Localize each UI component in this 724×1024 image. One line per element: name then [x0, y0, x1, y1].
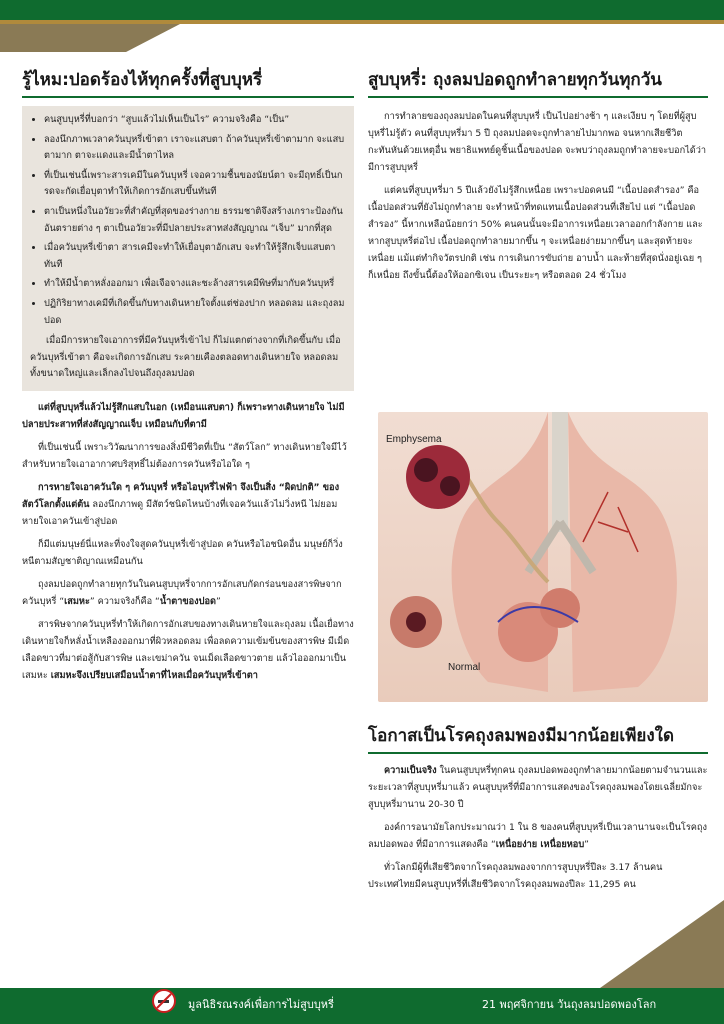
left-p6-a: สารพิษจากควันบุหรี่ทำให้เกิดการอักเสบของทางเดินหายใจและถุงลม เนื้อเยื่อทางเดินหายใจก็หลั่งน้ำเหลืองออกมาที่ผิวหลอดลม เพื่อลดความเข้มข้นของสารพิษ มีเม็ดเลือดขาวที่มาต่อสู้กับสารพิษ และเขม่าควัน จนเม็ดเลือดขาวตาย แล้วไอออกมาเป็นเสมหะ — [22, 618, 354, 681]
bullet-item: • ที่เป็นเช่นนี้เพราะสารเคมีในควันบุหรี่ เจอความชื้นของนัยน์ตา จะมีฤทธิ์เป็นกรดจะกัดเยื่อบุตาทำให้เกิดการอักเสบขึ้นทันที — [44, 168, 346, 201]
left-p5-b: เสมหะ — [64, 595, 90, 607]
left-p3-bold: การหายใจเอาควันใด ๆ ควันบุหรี่ หรือไอบุหรี่ไฟฟ้า จึงเป็นสิ่ง “ผิดปกติ” ของสัตว์โลกตั้งแต่ต้น — [22, 481, 340, 510]
top-gold-stripe — [0, 20, 724, 24]
left-paragraph-2: ที่เป็นเช่นนี้ เพราะวิวัฒนาการของสิ่งมีชีวิตที่เป็น “สัตว์โลก” ทางเดินหายใจมีไว้สำหรับหายใจเอาอากาศบริสุทธิ์ไม่ต้องการควันหรือไอใด ๆ — [22, 441, 347, 470]
info-box — [22, 106, 354, 391]
bullet-item: • ทำให้มีน้ำตาหลั่งออกมา เพื่อเจือจางและชะล้างสารเคมีพิษที่มากับควันบุหรี่ — [44, 276, 346, 293]
right-body — [368, 108, 708, 284]
right-title-rule — [368, 96, 708, 98]
right-section-2 — [368, 724, 708, 899]
lung-illustration — [378, 412, 708, 702]
top-olive-tab — [0, 24, 180, 52]
left-paragraph-4: ก็มีแต่มนุษย์นี่แหละที่จงใจสูดควันบุหรี่เข้าสู่ปอด ควันหรือไอชนิดอื่น มนุษย์ก็วิ่งหนีตามสัญชาติญาณเหมือนกัน — [22, 538, 343, 567]
bullet-item: • ปฏิกิริยาทางเคมีที่เกิดขึ้นกับทางเดินหายใจตั้งแต่ช่องปาก หลอดลม และถุงลมปอด — [44, 296, 346, 329]
footer-date: 21 พฤศจิกายน วันถุงลมปอดพองโลก — [482, 998, 657, 1011]
bullet-item: • ตาเป็นหนึ่งในอวัยวะที่สำคัญที่สุดของร่างกาย ธรรมชาติจึงสร้างเกราะป้องกันอันตรายต่าง ๆ ตาเป็นอวัยวะที่มีปลายประสาทส่งสัญญาณ “เจ็บ” มากที่สุด — [44, 204, 346, 237]
left-p5-a: ถุงลมปอดถูกทำลายทุกวันในคนสูบบุหรี่จากการอักเสบกัดกร่อนของสารพิษจากควันบุหรี่ “ — [22, 578, 342, 607]
left-p5-d: น้ำตาของปอด — [159, 595, 216, 607]
no-smoking-glyph — [154, 991, 174, 1011]
right-section-2-body — [368, 762, 708, 893]
right-title: สูบบุหรี่: ถุงลมปอดถูกทำลายทุกวันทุกวัน — [368, 70, 662, 90]
top-green-band — [0, 0, 724, 20]
left-p5-e: ” — [215, 595, 221, 607]
emphysema-hole — [440, 476, 460, 496]
left-paragraph-3 — [22, 479, 354, 530]
left-paragraph-6 — [22, 616, 354, 684]
emphysema-label: Emphysema — [386, 434, 442, 445]
trachea — [552, 412, 568, 532]
left-p6-b: เสมหะจึงเปรียบเสมือนน้ำตาที่ไหลเมื่อควันบุหรี่เข้าตา — [50, 669, 258, 681]
corner-decoration — [600, 900, 724, 988]
right-paragraph-1: การทำลายของถุงลมปอดในคนที่สูบบุหรี่ เป็นไปอย่างช้า ๆ และเงียบ ๆ โดยที่ผู้สูบบุหรี่ไม่รู้ตัว คนที่สูบบุหรี่มา 5 ปี ถุงลมปอดจะถูกทำลายไปมากพอ จนหากเสียชีวิตกะทันหันด้วยเหตุอื่น พยาธิแพทย์ดูชิ้นเนื้อของปอด จะพบว่าถุงลมถูกทำลายจะบอกได้ว่ามีการสูบบุหรี่ — [368, 111, 707, 173]
lung-svg — [378, 412, 708, 702]
bullet-item: • คนสูบบุหรี่ที่บอกว่า “สูบแล้วไม่เห็นเป็นไร” ความจริงคือ “เป็น” — [44, 112, 346, 129]
left-p3-rest: ลองนึกภาพดู มีสัตว์ชนิดไหนบ้างที่เจอควันแล้วไม่วิ่งหนี ไม่ยอมหายใจเอาควันเข้าสู่ปอด — [22, 498, 338, 527]
q1-rest: ในคนสูบบุหรี่ทุกคน ถุงลมปอดพองถูกทำลายมากน้อยตามจำนวนและระยะเวลาที่สูบบุหรี่มาแล้ว คนสูบบุหรี่ที่มีอาการแสดงของโรคถุงลมพองโดยเฉลี่ยมักจะสูบบุหรี่มานาน 20-30 ปี — [368, 765, 708, 810]
left-p5-c: ” ความจริงก็คือ “ — [89, 595, 160, 607]
q-paragraph-2 — [368, 819, 708, 853]
right-title-2: โอกาสเป็นโรคถุงลมพองมีมากน้อยเพียงใด — [368, 726, 675, 746]
normal-hole — [406, 612, 426, 632]
footer-org: มูลนิธิรณรงค์เพื่อการไม่สูบบุหรี่ — [188, 998, 334, 1011]
bullet-list — [30, 112, 346, 329]
bullet-item: • เมื่อควันบุหรี่เข้าตา สารเคมีจะทำให้เยื่อบุตาอักเสบ จะทำให้รู้สึกเจ็บแสบตาทันที — [44, 240, 346, 273]
left-paragraph-1: แต่ที่สูบบุหรี่แล้วไม่รู้สึกแสบในอก (เหมือนแสบตา) ก็เพราะทางเดินหายใจ ไม่มีปลายประสาทที่ส่งสัญญาณเจ็บ เหมือนกับที่ตามี — [22, 401, 345, 430]
right-paragraph-2: แต่คนที่สูบบุหรี่มา 5 ปีแล้วยังไม่รู้สึกเหนื่อย เพราะปอดคนมี “เนื้อปอดสำรอง” คือเนื้อปอดส่วนที่ยังไม่ถูกทำลาย จะทำหน้าที่ทดแทนเนื้อปอดส่วนที่เสียไป แต่ “เนื้อปอดสำรอง” นี้หากเหลือน้อยกว่า 50% คนคนนั้นจะมีอาการเหนื่อยเวลาออกกำลังกาย และหากสูบบุหรี่ต่อไป เนื้อปอดถูกทำลายมากขึ้น ๆ จะเหนื่อยง่ายมากขึ้นๆ และสุดท้ายจะเหนื่อย แม้แต่ทำกิจวัตรปกติ เช่น การเดินการขับถ่าย อาบน้ำ และท้ายที่สุดนั่งอยู่เฉย ๆ ก็เหนื่อย ถึงขั้นนี้ต้องให้ออกซิเจน เป็นระยะๆ หรือตลอด 24 ชั่วโมง — [368, 185, 703, 281]
q-paragraph-3: ทั่วโลกมีผู้ที่เสียชีวิตจากโรคถุงลมพองจากการสูบบุหรี่ปีละ 3.17 ล้านคน ประเทศไทยมีคนสูบบุหรี่ที่เสียชีวิตจากโรคถุงลมพองปีละ 11,295 คน — [368, 862, 663, 890]
q2-a: องค์การอนามัยโลกประมาณว่า 1 ใน 8 ของคนที่สูบบุหรี่เป็นเวลานานจะเป็นโรคถุงลมปอดพอง ที่มีอาการแสดงคือ “ — [368, 822, 707, 850]
q2-c: ” — [584, 839, 589, 850]
left-body — [22, 399, 354, 684]
right-column — [368, 68, 708, 290]
emphysema-hole — [414, 458, 438, 482]
q-paragraph-1 — [368, 762, 708, 813]
left-paragraph-5 — [22, 576, 354, 610]
left-title-rule — [22, 96, 354, 98]
left-column — [22, 68, 354, 690]
right-title-2-rule — [368, 752, 708, 754]
box-paragraph: เมื่อมีการหายใจเอาการที่มีควันบุหรี่เข้าไป ก็ไม่แตกต่างจากที่เกิดขึ้นกับ เมื่อควันบุหรี่เข้าตา คือจะเกิดการอักเสบ ระคายเคืองตลอดทางเดินหายใจ หลอดลม ทั้งขนาดใหญ่และเล็กลงไปจนถึงถุงลมปอด — [30, 335, 341, 380]
bullet-item: • ลองนึกภาพเวลาควันบุหรี่เข้าตา เราจะแสบตา ถ้าควันบุหรี่เข้าตามาก จะแสบตามาก ตาจะแดงและมีน้ำตาไหล — [44, 132, 346, 165]
q2-b: เหนื่อยง่าย เหนื่อยหอบ — [495, 839, 585, 850]
normal-label: Normal — [448, 662, 481, 673]
q1-bold: ความเป็นจริง — [384, 765, 437, 776]
emphysema-cluster — [406, 445, 470, 509]
left-title: รู้ไหม:ปอดร้องไห้ทุกครั้งที่สูบบุหรี่ — [22, 70, 263, 90]
no-smoking-icon — [152, 989, 176, 1013]
